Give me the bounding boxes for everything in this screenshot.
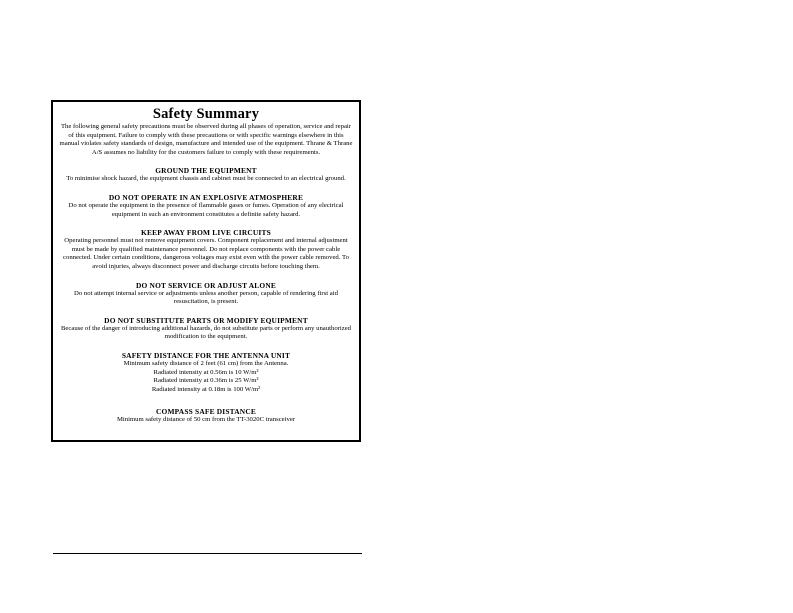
- section-body: Do not attempt internal service or adjustments unless another person, capable of rendering first aid resuscitation, is present.: [74, 289, 338, 306]
- radiated-intensity-line: Radiated intensity at 0.36m is 25 W/m²: [153, 377, 259, 385]
- section-heading: DO NOT SUBSTITUTE PARTS OR MODIFY EQUIPMENT: [104, 315, 308, 325]
- section-compass: [53, 407, 359, 425]
- intro-paragraph: The following general safety precautions must be observed during all phases of operation, service and repair of this equipment. Failure to comply with these precautions or with specific warnings elsewhere in this manual violates safety standards of design, manufacture and intended use of the equipment. Thrane & Thrane A/S assumes no liability for the customers failure to comply with these requirements.: [59, 123, 353, 156]
- radiated-intensity-line: Radiated intensity at 0.18m is 100 W/m²: [151, 385, 261, 393]
- section-ground: [53, 166, 359, 184]
- section-antenna-distance: [53, 351, 359, 394]
- section-live-circuits: [53, 228, 359, 271]
- section-heading: DO NOT OPERATE IN AN EXPLOSIVE ATMOSPHERE: [108, 192, 304, 202]
- section-body: Minimum safety distance of 50 cm from the TT-3020C transceiver: [116, 416, 296, 424]
- radiated-intensity-line: Radiated intensity at 0.56m is 10 W/m²: [153, 368, 259, 376]
- section-heading: SAFETY DISTANCE FOR THE ANTENNA UNIT: [121, 350, 291, 360]
- footer-divider: [53, 553, 362, 554]
- page-title: Safety Summary: [152, 106, 260, 122]
- antenna-distance-line: Minimum safety distance of 2 feet (61 cm) from the Antenna.: [123, 359, 289, 367]
- section-body: To minimise shock hazard, the equipment chassis and cabinet must be connected to an electrical ground.: [66, 175, 346, 183]
- section-heading: COMPASS SAFE DISTANCE: [155, 407, 257, 417]
- section-service-alone: [53, 281, 359, 307]
- section-body: Operating personnel must not remove equipment covers. Component replacement and internal adjustment must be made by qualified maintenance personnel. Do not replace components with the power cable connected. Under certain conditions, dangerous voltages may exist even with the power cable removed. To avoid injuries, always disconnect power and discharge circuits before touching them.: [63, 237, 349, 270]
- section-body: Because of the danger of introducing additional hazards, do not substitute parts or perform any unauthorized modification to the equipment.: [60, 324, 352, 341]
- section-heading: GROUND THE EQUIPMENT: [155, 166, 257, 176]
- section-heading: KEEP AWAY FROM LIVE CIRCUITS: [141, 228, 271, 238]
- section-explosive: [53, 193, 359, 219]
- section-heading: DO NOT SERVICE OR ADJUST ALONE: [136, 280, 276, 290]
- section-body: [58, 360, 354, 394]
- safety-summary-box: [51, 100, 361, 442]
- section-body: Do not operate the equipment in the presence of flammable gases or fumes. Operation of any electrical equipment in such an environment constitutes a definite safety hazard.: [68, 201, 344, 218]
- section-substitute-parts: [53, 316, 359, 342]
